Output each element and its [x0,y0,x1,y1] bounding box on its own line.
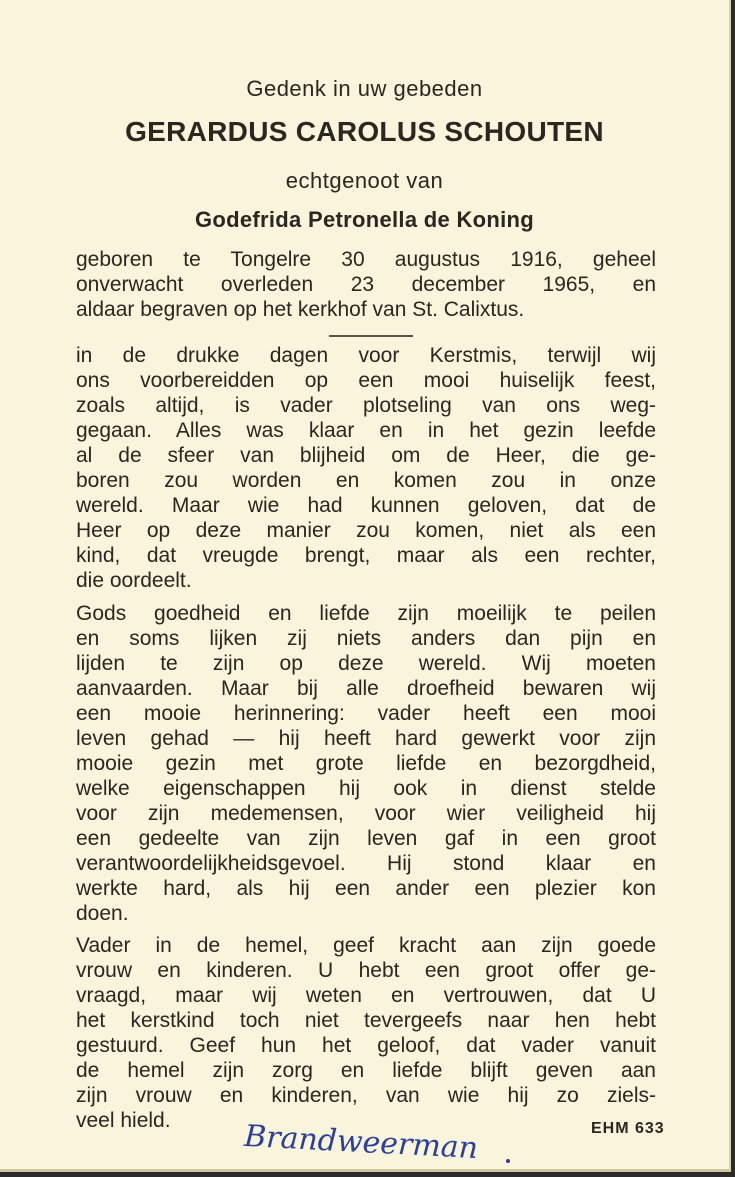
deceased-name: GERARDUS CAROLUS SCHOUTEN [125,116,604,147]
text-line: vrouw en kinderen. U hebt een groot offer ge- [76,959,656,982]
handwritten-note [240,1115,520,1175]
printer-code: EHM 633 [591,1120,665,1137]
spouse-name: Godefrida Petronella de Koning [194,207,535,232]
intro-text: Gedenk in uw gebeden [246,76,483,101]
text-line: Gods goedheid en liefde zijn moeilijk te peilen [76,602,656,625]
text-line: werkte hard, als hij een ander een plezier kon [76,877,656,900]
text-line: voor zijn medemensen, voor wier veiligheid hij [76,802,656,825]
text-line: geboren te Tongelre 30 augustus 1916, geheel [76,248,656,271]
spouse-intro-text: echtgenoot van [285,168,444,193]
text-line: een mooie herinnering: vader heeft een mooi [76,702,656,725]
text-line: in de drukke dagen voor Kerstmis, terwijl wij [76,344,656,367]
text-line: leven gehad — hij heeft hard gewerkt voor zijn [76,727,656,750]
text-line: wereld. Maar wie had kunnen geloven, dat de [76,494,656,517]
text-line: doen. [76,902,129,925]
text-line: verantwoordelijkheidsgevoel. Hij stond klaar en [76,852,656,875]
text-line: al de sfeer van blijheid om de Heer, die ge- [76,444,656,467]
text-line: de hemel zijn zorg en liefde blijft geven aan [76,1059,656,1082]
text-line: en soms lijken zij niets anders dan pijn en [76,627,656,650]
divider-rule [329,335,413,337]
text-line: zijn vrouw en kinderen, van wie hij zo ziels- [76,1084,656,1107]
text-line: gestuurd. Geef hun het geloof, dat vader vanuit [76,1034,656,1057]
text-line: zoals altijd, is vader plotseling van ons weg- [76,394,656,417]
text-line: kind, dat vreugde brengt, maar als een rechter, [76,544,656,567]
text-line: veel hield. [76,1109,171,1132]
text-line: het kerstkind toch niet tevergeefs naar hen hebt [76,1009,656,1032]
text-line: welke eigenschappen hij ook in dienst stelde [76,777,656,800]
text-line: aanvaarden. Maar bij alle droefheid bewaren wij [76,677,656,700]
text-line: Heer op deze manier zou komen, niet als een [76,519,656,542]
text-line: mooie gezin met grote liefde en bezorgdheid, [76,752,656,775]
text-line: lijden te zijn op deze wereld. Wij moeten [76,652,656,675]
text-line: boren zou worden en komen zou in onze [76,469,656,492]
text-line: gegaan. Alles was klaar en in het gezin leefde [76,419,656,442]
text-line: aldaar begraven op het kerkhof van St. Calixtus. [76,298,525,321]
text-line: die oordeelt. [76,569,192,592]
text-line: vraagd, maar wij weten en vertrouwen, dat U [76,984,656,1007]
text-line: een gedeelte van zijn leven gaf in een groot [76,827,656,850]
handwritten-note-text: Brandweerman [243,1118,479,1167]
text-line: onverwacht overleden 23 december 1965, en [76,273,656,296]
handwriting-dot [506,1159,510,1163]
text-line: Vader in de hemel, geef kracht aan zijn goede [76,934,656,957]
text-line: ons voorbereidden op een mooi huiselijk feest, [76,369,656,392]
